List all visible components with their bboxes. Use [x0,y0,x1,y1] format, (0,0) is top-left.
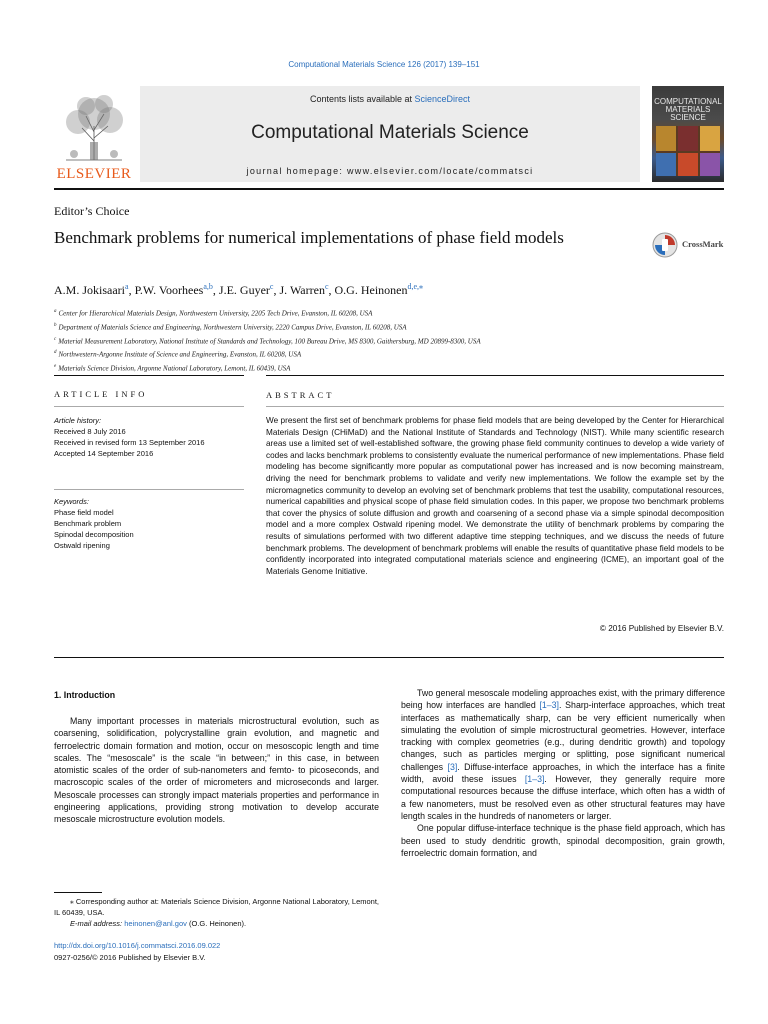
journal-homepage[interactable]: journal homepage: www.elsevier.com/locate/commatsci [246,166,534,176]
contents-prefix: Contents lists available at [309,94,415,104]
text-run: Two general mesoscale modeling approaches exist, with the primary difference being how interfaces are handled [401,688,725,711]
author-affiliation-mark[interactable]: a,b [203,282,213,291]
affiliation-item [54,306,481,320]
email-label: E-mail address: [70,919,123,928]
history-accepted: Accepted 14 September 2016 [54,449,154,458]
journal-cover[interactable] [652,86,724,182]
author-affiliation-mark[interactable]: d,e,⁎ [407,282,424,291]
history-label: Article history: [54,416,102,425]
affiliation-list [54,306,481,375]
text-run: . However, they generally require more computational resources because the diffuse interface, which often has a width of a few nanometers, must be resolved even as other structural features may have length scales in the hundreds of nanometers or larger. [401,774,725,821]
author-name: P.W. Voorhees [134,283,204,297]
contents-line [140,94,640,104]
intro-paragraph-2 [401,687,725,822]
keyword-item: Phase field model [54,508,114,517]
affiliation-item [54,361,481,375]
affiliation-mark: d [54,350,57,356]
author-affiliation-mark[interactable]: c [324,282,329,291]
author-separator: , [128,283,135,297]
author-separator: , [328,283,335,297]
abstract-end-rule [54,657,724,658]
keywords-rule [54,489,244,490]
author-separator: , [273,283,280,297]
keywords-label: Keywords: [54,497,90,506]
journal-title[interactable]: Computational Materials Science [251,122,529,143]
affiliation-mark: e [54,364,57,370]
intro-paragraph-1: Many important processes in materials microstructural evolution, such as coarsening, solidification, polycrystalline grain evolution, and magnetic and ferroelectric domain formation and motion, occur on mesoscopic length and time scales. The “mesoscale” is the scale “in between;” in this case, in between atomistic scales of the order of sub-nanometers and femto- to picoseconds, and macroscopic scales of the order of micrometers and microseconds and larger. Mesoscale processes can strongly impact materials properties and performance in engineering applications, providing strong motivation to develop accurate mesoscale microstructure evolution models. [54,716,379,825]
intro-paragraph-3: One popular diffuse-interface technique is the phase field approach, which has been used to study dendritic growth, spinodal decomposition, grain growth, ferroelectric domain formation, and [401,823,725,858]
author-name: A.M. Jokisaari [54,283,125,297]
author-name: J.E. Guyer [218,283,270,297]
keyword-item: Benchmark problem [54,519,122,528]
email-link[interactable]: heinonen@anl.gov [124,919,187,928]
email-note [54,918,379,929]
affiliation-mark: b [54,322,57,328]
author-affiliation-mark[interactable]: a [125,282,129,291]
citation-link-1-3[interactable]: [1–3] [539,700,560,711]
text-run: . Sharp-interface approaches, which treat interfaces as mathematically sharp, can be very efficient numerically when simulating the evolution of simple microstructural geometries. However, interface tracking with complex geometries (e.g., during dendritic growth) and topology changes, such as particles merging or splitting, pose significant numerical challenges [401,700,726,772]
affiliation-item [54,320,481,334]
affiliation-text: Center for Hierarchical Materials Design, Northwestern University, 2205 Tech Drive, Evanston, IL 60208, USA [58,309,373,318]
footnote-rule [54,892,102,893]
section-label: Editor’s Choice [54,204,130,218]
article-info-subrule [54,406,244,407]
email-owner: (O.G. Heinonen). [188,919,247,928]
header-rule [54,188,724,190]
corresponding-author-note: ⁎ Corresponding author at: Materials Science Division, Argonne National Laboratory, Lemont, IL 60439, USA. [54,897,379,917]
keywords-block [54,496,234,551]
cover-art [656,126,720,176]
paper-title: Benchmark problems for numerical implementations of phase field models [54,228,564,247]
abstract-rule [266,375,724,376]
footnotes [54,896,379,929]
keyword-item: Ostwald ripening [54,541,110,550]
sciencedirect-link[interactable]: ScienceDirect [414,94,471,104]
citation-link-3[interactable]: [3] [447,761,458,772]
author-affiliation-mark[interactable]: c [269,282,274,291]
article-history [54,415,234,459]
abstract-copyright: © 2016 Published by Elsevier B.V. [599,624,724,633]
text-run: . Diffuse-interface approaches, in which the interface has a finite width, avoid these issues [401,761,725,785]
affiliation-item [54,347,481,361]
history-received: Received 8 July 2016 [54,427,126,436]
affiliation-text: Materials Science Division, Argonne National Laboratory, Lemont, IL 60439, USA [58,364,291,373]
author-name: J. Warren [279,283,325,297]
keyword-item: Spinodal decomposition [54,530,134,539]
abstract-subrule [266,406,724,407]
article-info-rule [54,375,244,376]
crossmark-label: CrossMark [682,239,724,249]
author-separator: , [212,283,219,297]
citation-link-1-3[interactable]: [1–3] [524,774,545,785]
doi-link[interactable]: http://dx.doi.org/10.1016/j.commatsci.2016.09.022 [54,941,221,950]
abstract-text: We present the first set of benchmark problems for phase field models that are being developed by the Center for Hierarchical Materials Design (CHiMaD) and the National Institute of Standards and Technology (NIST). While many scientific research areas use a limited set of well-established software, the growing phase field community continues to develop a wide variety of codes and lacks benchmark problems to consistently evaluate the numerical performance of new implementations. Phase field modeling has become significantly more popular as computational power has increased and is now becoming mainstream, driving the need for benchmark problems to validate and verify new implementations. We follow the example set by the micromagnetics community to develop an evolving set of benchmark problems that test the usability, computational resources, numerical capabilities and physical scope of phase field simulation codes. In this paper, we propose two benchmark problems that cover the physics of solute diffusion and growth and coarsening of a second phase via a simple spinodal decomposition model and a more complex Ostwald ripening model. We demonstrate the utility of benchmark problems by comparing the results of simulations performed with two different adaptive time stepping techniques, and we discuss the needs of future benchmark problems. The development of benchmark problems will enable the results of quantitative phase field models to be confidently incorporated into integrated computational materials science and engineering (ICME), an important goal of the Materials Genome Initiative. [266,416,724,576]
intro-left-column [54,715,379,826]
section-heading-introduction: 1. Introduction [54,690,116,700]
affiliation-item [54,334,481,348]
journal-reference[interactable]: Computational Materials Science 126 (2017) 139–151 [288,60,480,69]
article-info-heading: ARTICLE INFO [54,389,148,399]
author-list [54,282,423,298]
issn-line: 0927-0256/© 2016 Published by Elsevier B.V. [54,953,206,962]
abstract-heading: ABSTRACT [266,390,335,400]
affiliation-mark: c [54,336,57,342]
cover-title: COMPUTATIONAL MATERIALS SCIENCE [654,97,722,122]
elsevier-wordmark: ELSEVIER [56,166,132,182]
intro-right-column [401,687,725,859]
history-revised: Received in revised form 13 September 2016 [54,438,205,447]
affiliation-text: Northwestern-Argonne Institute of Science and Engineering, Evanston, IL 60208, USA [58,350,302,359]
affiliation-text: Material Measurement Laboratory, National Institute of Standards and Technology, 100 Bureau Drive, MS 8300, Gaithersburg, MD 20899-8300, USA [58,336,481,345]
author-name: O.G. Heinonen [334,283,408,297]
affiliation-mark: a [54,309,57,314]
affiliation-text: Department of Materials Science and Engineering, Northwestern University, 2220 Campus Drive, Evanston, IL 60208, USA [58,323,407,332]
